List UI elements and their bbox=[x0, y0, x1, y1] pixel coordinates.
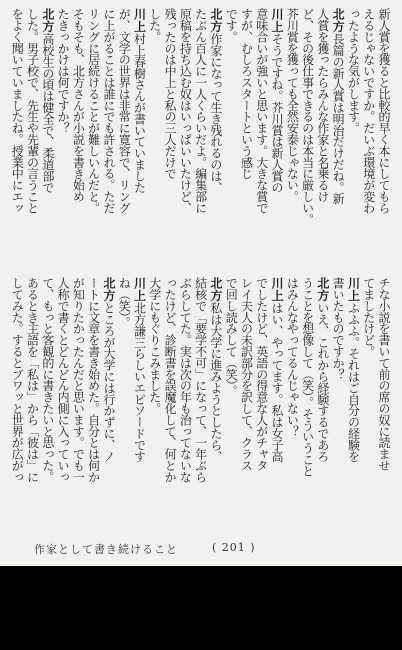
text-column bbox=[209, 277, 224, 545]
column-text: はみんなやってるんじゃない？ bbox=[285, 277, 300, 437]
column-text: チな小説を書いて前の席の奴に読ませ bbox=[377, 277, 391, 471]
column-text: てましたけど。 bbox=[361, 277, 376, 357]
column-text: ね（笑）。 bbox=[117, 277, 132, 329]
column-text: たきっかけは何ですか？ bbox=[56, 8, 71, 134]
speaker-name: 北方 bbox=[101, 277, 116, 302]
text-column bbox=[102, 8, 117, 276]
top-tier-text bbox=[10, 8, 392, 276]
column-text: した。男子校で、先生や先輩の言うこと bbox=[25, 8, 40, 214]
column-text: えるじゃないですか。だいぶ環境が変わ bbox=[361, 8, 376, 214]
column-text: してみた。するとブワッと世界が広がっ bbox=[10, 277, 25, 483]
column-text: うことを想像して（笑）。そういうこと bbox=[300, 277, 315, 477]
column-text: 書いたものですか？ bbox=[331, 277, 346, 380]
text-column bbox=[132, 277, 147, 545]
running-title: 作家として書き続けること bbox=[34, 543, 178, 556]
scan-border bbox=[0, 566, 402, 650]
column-text: ったような気がします。 bbox=[346, 8, 361, 134]
text-column bbox=[270, 8, 285, 276]
column-text: 村上春樹さんが書いていました bbox=[132, 33, 147, 193]
speaker-name: 川上 bbox=[346, 277, 361, 302]
text-column bbox=[132, 8, 147, 276]
column-text: が知りたかったんだと思います。でも一 bbox=[71, 277, 86, 483]
text-column bbox=[224, 277, 239, 545]
column-text: あるとき主語を「私は」から「彼は」に bbox=[25, 277, 40, 483]
speaker-name: 川上 bbox=[132, 8, 147, 33]
column-text: そうですね。芥川賞は新人賞の bbox=[270, 33, 285, 193]
speaker-name: 川上 bbox=[270, 277, 285, 302]
speaker-name: 北方 bbox=[208, 277, 223, 302]
column-text: でしたけど、英語の得意な人がチャタ bbox=[254, 277, 269, 471]
column-text: で回し読みして（笑）。 bbox=[224, 277, 239, 397]
speaker-name: 北方 bbox=[40, 8, 55, 33]
text-column bbox=[25, 277, 40, 545]
speaker-name: 北方 bbox=[315, 277, 330, 302]
column-text: 大学にもぐりこみました。 bbox=[147, 277, 162, 414]
text-column bbox=[56, 277, 71, 545]
column-text: 芥川賞を獲っても全然安泰じゃない。 bbox=[285, 8, 300, 202]
text-column bbox=[285, 277, 300, 545]
page-footer bbox=[0, 540, 402, 558]
text-column bbox=[193, 277, 208, 545]
column-text: 高校生の頃は健全で、柔道部で bbox=[40, 33, 55, 193]
text-column bbox=[86, 277, 101, 545]
text-column bbox=[163, 277, 178, 545]
text-column bbox=[178, 8, 193, 276]
column-text: が、文学の世界は非常に寛容で、リング bbox=[117, 8, 132, 214]
column-text: 北方謙三らしいエピソードです bbox=[132, 302, 147, 462]
text-column bbox=[10, 277, 25, 545]
text-column bbox=[331, 277, 346, 545]
column-text: いえ、これから経験するであろ bbox=[315, 302, 330, 462]
speaker-name: 北方 bbox=[331, 8, 346, 33]
speaker-name: 川上 bbox=[270, 8, 285, 33]
column-text: ートに文章を書き始めた。自分とは何か bbox=[86, 277, 101, 483]
column-text: ったけど、診断書を誤魔化して、何とか bbox=[163, 277, 178, 483]
column-text: 原稿を持ち込む奴はいっぱいいたけど、 bbox=[178, 8, 193, 214]
text-column bbox=[346, 8, 361, 276]
text-column bbox=[224, 8, 239, 276]
column-text: に上がることは誰にでも許される。ただ bbox=[101, 8, 116, 214]
column-text: 長篇の新人賞は明治だけだね。新 bbox=[331, 33, 346, 205]
column-text: 意味合いが強いと思います。大きな賞で bbox=[254, 8, 269, 214]
column-text: ふふふ。それはご自分の経験を bbox=[346, 302, 361, 462]
text-column bbox=[361, 8, 376, 276]
text-column bbox=[193, 8, 208, 276]
column-text: はい、やってます。私は女子高 bbox=[270, 302, 285, 462]
column-text: 残ったのは中上と私の三人だけで bbox=[163, 8, 178, 180]
text-column bbox=[331, 8, 346, 276]
column-text: 新人賞を獲ると比較的早く本にしてもら bbox=[377, 8, 391, 214]
column-text: て、もっと客観的に書きたいと思った。 bbox=[40, 277, 55, 483]
column-text: すが、むしろスタートという感じ bbox=[239, 8, 254, 180]
text-column bbox=[117, 277, 132, 545]
speaker-name: 川上 bbox=[132, 277, 147, 302]
text-column bbox=[25, 8, 40, 276]
text-column bbox=[300, 8, 315, 276]
text-column bbox=[239, 277, 254, 545]
column-text: レイ夫人の未訳部分を訳して、クラス bbox=[239, 277, 254, 471]
text-column bbox=[10, 8, 25, 276]
text-column bbox=[346, 277, 361, 545]
column-text: ど、その後仕事できるのは本当に厳しい。 bbox=[300, 8, 315, 225]
text-column bbox=[300, 277, 315, 545]
column-text: をよく聞いていましたね。授業中にエッ bbox=[10, 8, 25, 214]
text-column bbox=[285, 8, 300, 276]
text-column bbox=[209, 8, 224, 276]
text-column bbox=[71, 277, 86, 545]
text-column bbox=[316, 8, 331, 276]
text-column bbox=[377, 8, 392, 276]
text-column bbox=[148, 277, 163, 545]
text-column bbox=[270, 277, 285, 545]
column-text: です。 bbox=[224, 8, 239, 43]
column-text: リングに居続けることが難しいんだと。 bbox=[86, 8, 101, 214]
text-column bbox=[361, 277, 376, 545]
text-column bbox=[163, 8, 178, 276]
text-column bbox=[377, 277, 392, 545]
column-text: 作家になって生き残れるのは、 bbox=[208, 33, 223, 193]
column-text: 人称で書くとどんどん内側に入っていっ bbox=[56, 277, 71, 483]
column-text: ところが大学には行かずに、ノ bbox=[101, 302, 116, 462]
page-number: ( 201 ) bbox=[212, 541, 256, 554]
text-column bbox=[178, 277, 193, 545]
bottom-tier-text bbox=[10, 277, 392, 545]
column-text: ぶらしてた。実は次の年も治ってないな bbox=[178, 277, 193, 483]
text-column bbox=[117, 8, 132, 276]
text-column bbox=[71, 8, 86, 276]
text-column bbox=[148, 8, 163, 276]
text-column bbox=[86, 8, 101, 276]
speaker-name: 北方 bbox=[208, 8, 223, 33]
column-text: 人賞を獲ったらみんな作家と名乗るけ bbox=[315, 8, 330, 202]
text-column bbox=[316, 277, 331, 545]
column-text: たぶん百人に一人くらいだよ。編集部に bbox=[193, 8, 208, 214]
column-text: 結核で「要学不可」になって、一年ぶら bbox=[193, 277, 208, 483]
column-text: 私は大学に進みようとしたら、 bbox=[208, 302, 223, 462]
column-text: した。 bbox=[147, 8, 162, 43]
column-text: そもそも、北方さんが小説を書き始め bbox=[71, 8, 86, 202]
text-column bbox=[102, 277, 117, 545]
text-column bbox=[239, 8, 254, 276]
text-column bbox=[41, 8, 56, 276]
text-column bbox=[41, 277, 56, 545]
text-column bbox=[254, 8, 269, 276]
text-column bbox=[56, 8, 71, 276]
text-column bbox=[254, 277, 269, 545]
